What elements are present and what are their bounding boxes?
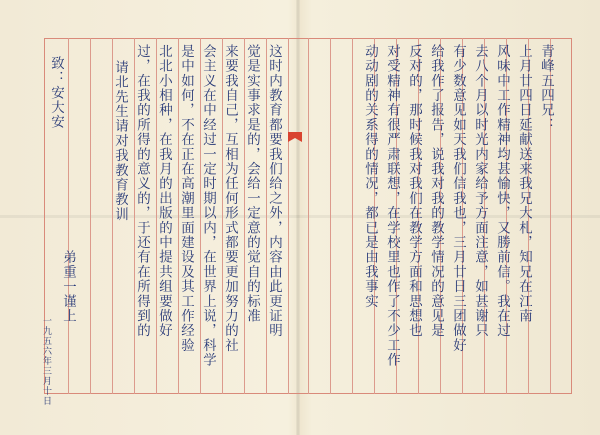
- letter-column-11: 觉是实事求是的，会给一定意的觉自的标准: [244, 44, 260, 324]
- letter-column-9: 动动剧的关系得的情况，都已是由我事实: [362, 44, 378, 309]
- letter-column-7: 反对的，那时候我对我们在教学方面和思想也: [406, 44, 422, 338]
- letter-column-15: 北北小相种，在我月的出版的中提共组要做好: [156, 44, 172, 338]
- letter-column-4: 去八个月以时光内家给予方面注意，如甚谢只: [472, 44, 488, 338]
- letter-column-8: 对受精神有很严肃联想，在学校里也作了不少工作: [384, 44, 400, 368]
- column-ruling-line: [308, 38, 309, 394]
- letter-column-10: 这时内教育都要我们给之外，内容由此更证明: [266, 44, 282, 338]
- letter-column-17: 请北先生请对我教育教训: [112, 60, 128, 222]
- column-ruling-line: [330, 38, 331, 394]
- letter-salutation: 致：安大安: [48, 56, 64, 130]
- letter-column-3: 风味中工作精神均甚愉快，又勝前信。我在过: [494, 44, 510, 338]
- letter-column-1: 青峰五四兄：: [538, 44, 554, 133]
- letter-column-2: 上月廿四日延献送来我兄大札，知兄在江南: [516, 44, 532, 324]
- column-ruling-line: [352, 38, 353, 394]
- letter-date: 一九五六年三月十日: [41, 316, 51, 406]
- column-ruling-line: [288, 38, 289, 394]
- letter-column-6: 给我作了报告，说我对我的教学情况的意见是: [428, 44, 444, 338]
- letter-column-14: 是中如何，不在正在高潮里面建设及其工作经验: [178, 44, 194, 353]
- column-ruling-line: [90, 38, 91, 394]
- letter-column-16: 过，在我的所得的意义的，于还有在所得到的: [134, 44, 150, 338]
- letter-column-5: 有少数意见如天我们信我也，三月廿日三团做好: [450, 44, 466, 353]
- letter-signature: 弟重一谨上: [60, 250, 76, 324]
- letter-column-12: 来要我自己，互相为任何形式都要更加努力的社: [222, 44, 238, 353]
- column-ruling-line: [68, 38, 69, 394]
- letter-column-13: 会主义在中经过一定时期以内，在世界上说，科学: [200, 44, 216, 368]
